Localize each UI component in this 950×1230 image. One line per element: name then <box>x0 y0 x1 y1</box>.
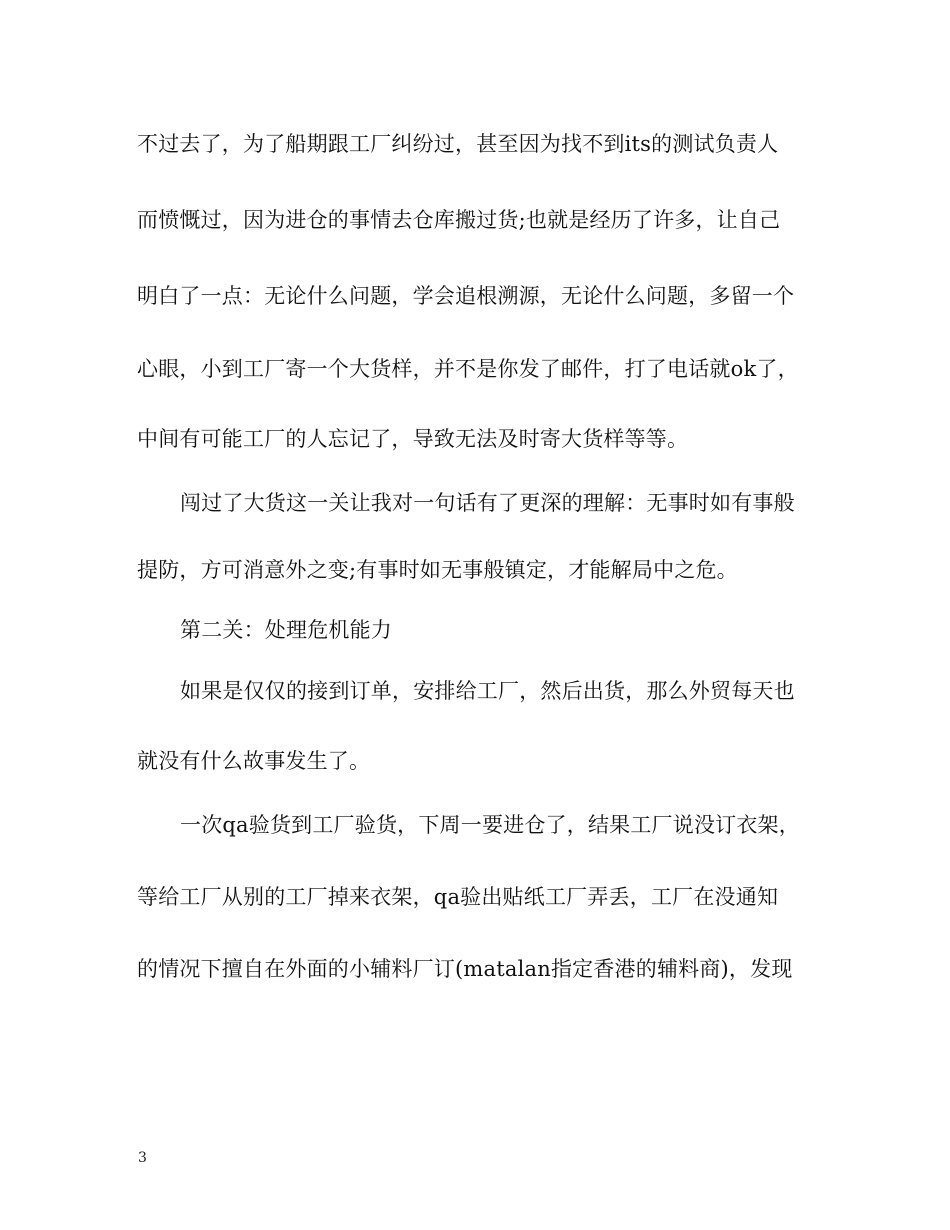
paragraph-start-line: 如果是仅仅的接到订单，安排给工厂，然后出货，那么外贸每天也 <box>180 679 795 703</box>
page-number: 3 <box>138 1150 147 1166</box>
body-text-line: 的情况下擅自在外面的小辅料厂订(matalan指定香港的辅料商)，发现 <box>137 957 793 981</box>
body-text-line: 心眼，小到工厂寄一个大货样，并不是你发了邮件，打了电话就ok了， <box>137 357 799 381</box>
paragraph-start-line: 闯过了大货这一关让我对一句话有了更深的理解：无事时如有事般 <box>180 491 795 515</box>
body-text-line: 提防，方可消意外之变;有事时如无事般镇定，才能解局中之危。 <box>137 558 738 582</box>
body-text-line: 明白了一点：无论什么问题，学会追根溯源，无论什么问题，多留一个 <box>137 284 795 308</box>
section-heading: 第二关：处理危机能力 <box>180 618 392 642</box>
body-text-line: 就没有什么故事发生了。 <box>137 749 371 773</box>
body-text-line: 中间有可能工厂的人忘记了，导致无法及时寄大货样等等。 <box>137 427 689 451</box>
body-text-line: 不过去了，为了船期跟工厂纠纷过，甚至因为找不到its的测试负责人 <box>137 132 779 156</box>
body-text-line: 等给工厂从别的工厂掉来衣架，qa验出贴纸工厂弄丢，工厂在没通知 <box>137 885 779 909</box>
paragraph-start-line: 一次qa验货到工厂验货，下周一要进仓了，结果工厂说没订衣架， <box>180 813 800 837</box>
body-text-line: 而愤慨过，因为进仓的事情去仓库搬过货;也就是经历了许多，让自己 <box>137 208 781 232</box>
